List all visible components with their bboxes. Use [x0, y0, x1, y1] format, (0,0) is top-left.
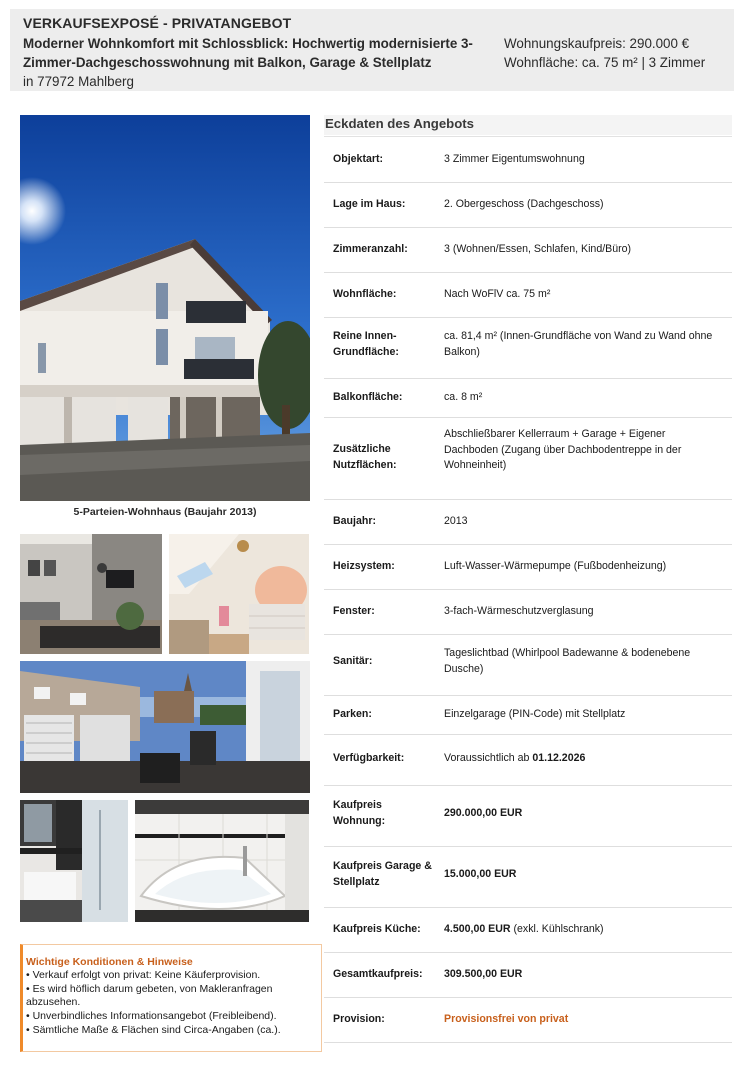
facts-value: Nach WoFlV ca. 75 m²: [444, 288, 551, 300]
bathroom-shower-photo: [20, 800, 128, 922]
facts-row-heizsystem: [324, 545, 732, 590]
facts-row-balkon: [324, 379, 732, 418]
notes-line: • Unverbindliches Informationsangebot (Freibleibend).: [26, 1010, 277, 1023]
main-photo-caption: 5-Parteien-Wohnhaus (Baujahr 2013): [73, 506, 257, 518]
facts-label: Fenster:: [333, 605, 375, 617]
facts-value: 3 (Wohnen/Essen, Schlafen, Kind/Büro): [444, 243, 632, 255]
facts-row-lage: [324, 183, 732, 228]
facts-value: Tageslichtbad (Whirlpool Badewanne & bodenebene Dusche): [444, 647, 691, 675]
facts-label: Gesamtkaufpreis:: [333, 968, 423, 980]
listing-title: Moderner Wohnkomfort mit Schlossblick: Hochwertig modernisierte 3-Zimmer-Dachgeschosswohnung mit Balkon, Garage & Stellplatz: [23, 36, 473, 70]
whirlpool-bathtub-photo: [135, 800, 309, 922]
facts-label: Objektart:: [333, 153, 384, 165]
facts-row-zimmer: [324, 228, 732, 273]
notes-line: abzusehen.: [26, 996, 81, 1009]
availability-prefix: Voraussichtlich ab: [444, 752, 533, 764]
facts-value: ca. 81,4 m² (Innen-Grundfläche von Wand zu Wand ohne Balkon): [444, 330, 713, 358]
balcony-castle-view-photo: [20, 661, 310, 793]
facts-label: Parken:: [333, 708, 372, 720]
facts-row-parken: [324, 696, 732, 735]
facts-row-sanitaer: [324, 635, 732, 696]
facts-value: Abschließbarer Kellerraum + Garage + Eigener Dachboden (Zugang über Dachbodentreppe in der Wohneinheit): [444, 428, 682, 471]
facts-value: [444, 751, 726, 767]
facts-row-provision: [324, 998, 732, 1043]
facts-label: Kaufpreis Küche:: [333, 923, 421, 935]
facts-label: Baujahr:: [333, 515, 376, 527]
facts-label: Heizsystem:: [333, 560, 395, 572]
notes-line: • Sämtliche Maße & Flächen sind Circa-Angaben (ca.).: [26, 1023, 281, 1036]
facts-label: Sanitär:: [333, 655, 373, 667]
facts-row-kaufpreis-kueche: [324, 908, 732, 953]
facts-row-kaufpreis-wohnung: [324, 786, 732, 847]
facts-table: [324, 136, 732, 1043]
conditions-notes-box: [20, 944, 322, 1052]
notes-line: • Es wird höflich darum gebeten, von Makleranfragen: [26, 982, 273, 995]
facts-value: Einzelgarage (PIN-Code) mit Stellplatz: [444, 708, 626, 720]
facts-label: Zusätzliche Nutzflächen:: [333, 443, 397, 471]
facts-value: 3-fach-Wärmeschutzverglasung: [444, 605, 594, 617]
facts-row-grundflaeche: [324, 318, 732, 379]
facts-value: [444, 922, 726, 938]
facts-label: Kaufpreis Garage & Stellplatz: [333, 860, 432, 888]
facts-label: Kaufpreis Wohnung:: [333, 799, 386, 827]
facts-label: Lage im Haus:: [333, 198, 406, 210]
kitchen-price-note: (exkl. Kühlschrank): [510, 923, 604, 935]
total-price: 309.500,00 EUR: [444, 968, 523, 980]
facts-row-gesamtkaufpreis: [324, 953, 732, 998]
facts-value: Luft-Wasser-Wärmepumpe (Fußbodenheizung): [444, 560, 667, 572]
facts-label: Balkonfläche:: [333, 391, 403, 403]
header-price: Wohnungskaufpreis: 290.000 €: [504, 36, 690, 51]
facts-row-verfuegbarkeit: [324, 735, 732, 786]
facts-value: 2. Obergeschoss (Dachgeschoss): [444, 198, 604, 210]
facts-section-title: Eckdaten des Angebots: [324, 115, 732, 135]
living-room-photo: [20, 534, 162, 654]
header-banner: [10, 9, 734, 91]
notes-line: • Verkauf erfolgt von privat: Keine Käuferprovision.: [26, 969, 261, 981]
facts-label: Provision:: [333, 1013, 385, 1025]
facts-row-fenster: [324, 590, 732, 635]
facts-row-kaufpreis-garage: [324, 847, 732, 908]
availability-date: 01.12.2026: [532, 752, 586, 764]
header-area: Wohnfläche: ca. 75 m² | 3 Zimmer: [504, 55, 706, 70]
facts-label: Reine Innen-Grundfläche:: [333, 330, 399, 358]
facts-row-objektart: [324, 137, 732, 183]
facts-row-baujahr: [324, 500, 732, 545]
apartment-price: 290.000,00 EUR: [444, 807, 523, 819]
bedroom-photo: [169, 534, 309, 654]
facts-row-nutzflaechen: [324, 418, 732, 500]
facts-label: Zimmeranzahl:: [333, 243, 408, 255]
facts-value: ca. 8 m²: [444, 391, 483, 403]
kitchen-price: 4.500,00 EUR: [444, 923, 511, 935]
garage-price: 15.000,00 EUR: [444, 868, 517, 880]
facts-row-wohnflaeche: [324, 273, 732, 318]
commission-value: Provisionsfrei von privat: [444, 1013, 569, 1025]
document-kicker: VERKAUFSEXPOSÉ - PRIVATANGEBOT: [23, 15, 292, 31]
facts-value: 2013: [444, 515, 468, 527]
house-exterior-photo: [20, 115, 310, 501]
facts-label: Verfügbarkeit:: [333, 752, 405, 764]
facts-value: 3 Zimmer Eigentumswohnung: [444, 153, 585, 165]
notes-title: Wichtige Konditionen & Hinweise: [26, 956, 193, 968]
facts-label: Wohnfläche:: [333, 288, 397, 300]
listing-location: in 77972 Mahlberg: [23, 74, 134, 89]
